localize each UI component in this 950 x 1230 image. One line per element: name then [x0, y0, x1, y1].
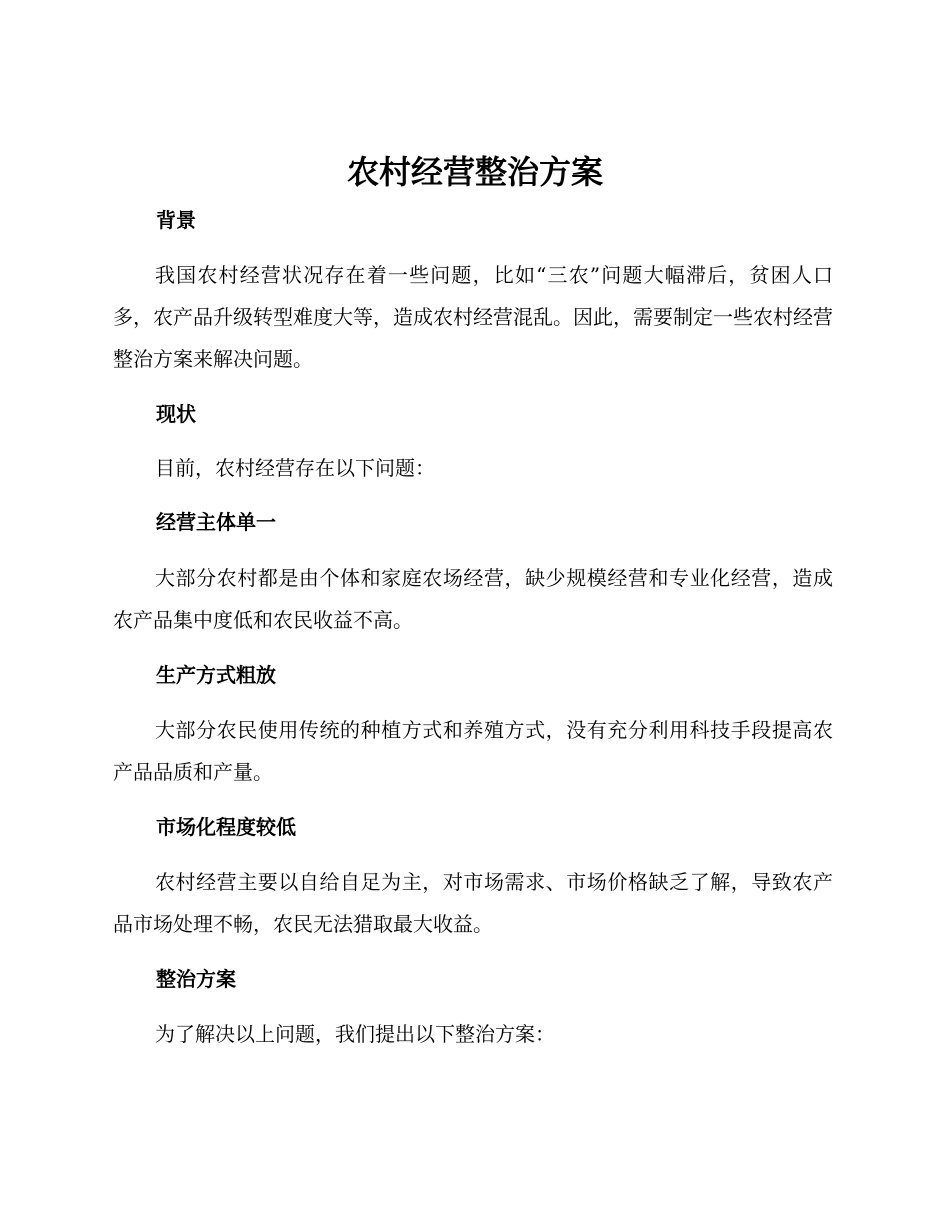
paragraph-single-entity: 大部分农村都是由个体和家庭农场经营，缺少规模经营和专业化经营，造成农产品集中度低和农民收益不高。 [113, 566, 833, 632]
section-heading-background: 背景 [156, 208, 196, 232]
section-heading-plan: 整治方案 [156, 967, 236, 991]
section-heading-extensive-production: 生产方式粗放 [156, 663, 276, 687]
section-heading-low-marketization: 市场化程度较低 [156, 815, 296, 839]
paragraph-extensive-production: 大部分农民使用传统的种植方式和养殖方式，没有充分利用科技手段提高农产品品质和产量。 [113, 718, 833, 784]
paragraph-status: 目前，农村经营存在以下问题： [155, 456, 435, 480]
document-title: 农村经营整治方案 [346, 153, 603, 191]
section-heading-single-entity: 经营主体单一 [156, 510, 276, 534]
paragraph-background: 我国农村经营状况存在着一些问题，比如“三农”问题大幅滞后，贫困人口多，农产品升级转型难度大等，造成农村经营混乱。因此，需要制定一些农村经营整治方案来解决问题。 [113, 263, 833, 371]
paragraph-low-marketization: 农村经营主要以自给自足为主，对市场需求、市场价格缺乏了解，导致农产品市场处理不畅，农民无法猎取最大收益。 [113, 870, 833, 936]
section-heading-status: 现状 [156, 402, 196, 426]
paragraph-plan: 为了解决以上问题，我们提出以下整治方案： [155, 1022, 555, 1046]
